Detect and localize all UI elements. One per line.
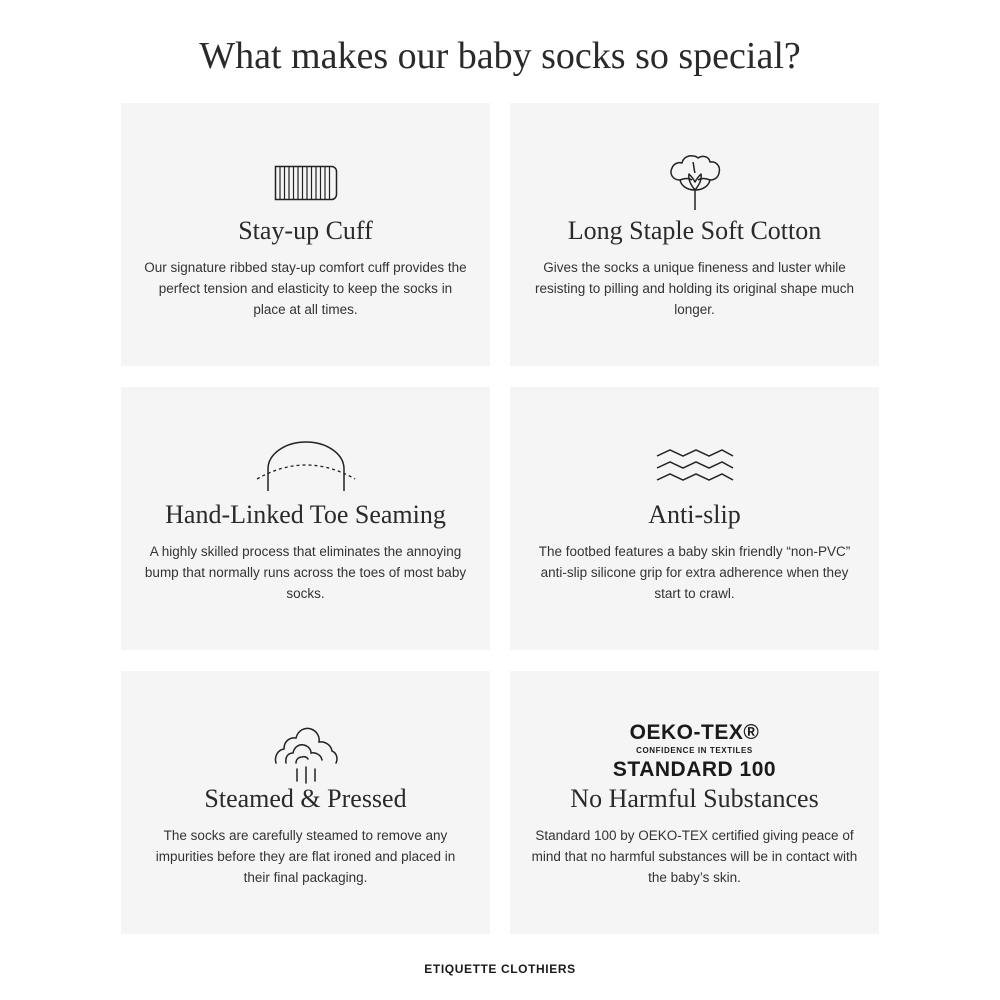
feature-description: Our signature ribbed stay-up comfort cuff provides the perfect tension and elasticity to keep the socks in place at all times. (144, 260, 467, 317)
oeko-tex-logo-line1: OEKO-TEX® (629, 721, 760, 744)
cotton-flower-icon (510, 143, 879, 223)
ribbed-cuff-icon (121, 143, 490, 223)
feature-title: No Harmful Substances (570, 784, 819, 813)
feature-description: Standard 100 by OEKO-TEX certified giving peace of mind that no harmful substances will be in contact with the baby’s skin. (531, 828, 858, 885)
feature-title: Stay-up Cuff (238, 216, 373, 245)
feature-title: Steamed & Pressed (204, 784, 407, 813)
feature-title: Long Staple Soft Cotton (567, 216, 822, 245)
zigzag-grip-icon (510, 427, 879, 507)
toe-seam-icon (121, 427, 490, 507)
oeko-tex-logo (510, 711, 879, 791)
feature-title: Anti-slip (648, 500, 741, 529)
feature-description: A highly skilled process that eliminates the annoying bump that normally runs across the toes of most baby socks. (144, 544, 467, 601)
feature-card-toe-seaming (121, 387, 490, 650)
feature-card-soft-cotton (510, 103, 879, 366)
feature-description: The footbed features a baby skin friendly “non-PVC” anti-slip silicone grip for extra adherence when they start to crawl. (538, 544, 851, 601)
feature-card-no-harmful-substances (510, 671, 879, 934)
feature-description: Gives the socks a unique fineness and luster while resisting to pilling and holding its original shape much longer. (535, 260, 854, 317)
oeko-tex-logo-line3: STANDARD 100 (612, 758, 777, 781)
feature-card-stay-up-cuff (121, 103, 490, 366)
oeko-tex-logo-line2: CONFIDENCE IN TEXTILES (636, 746, 753, 755)
steam-cloud-icon (121, 711, 490, 791)
feature-title: Hand-Linked Toe Seaming (165, 500, 446, 529)
feature-description: The socks are carefully steamed to remove any impurities before they are flat ironed and placed in their final packaging. (155, 828, 456, 885)
page-title: What makes our baby socks so special? (199, 35, 801, 77)
feature-card-anti-slip (510, 387, 879, 650)
feature-card-steamed-pressed (121, 671, 490, 934)
brand-footer: ETIQUETTE CLOTHIERS (424, 962, 576, 976)
